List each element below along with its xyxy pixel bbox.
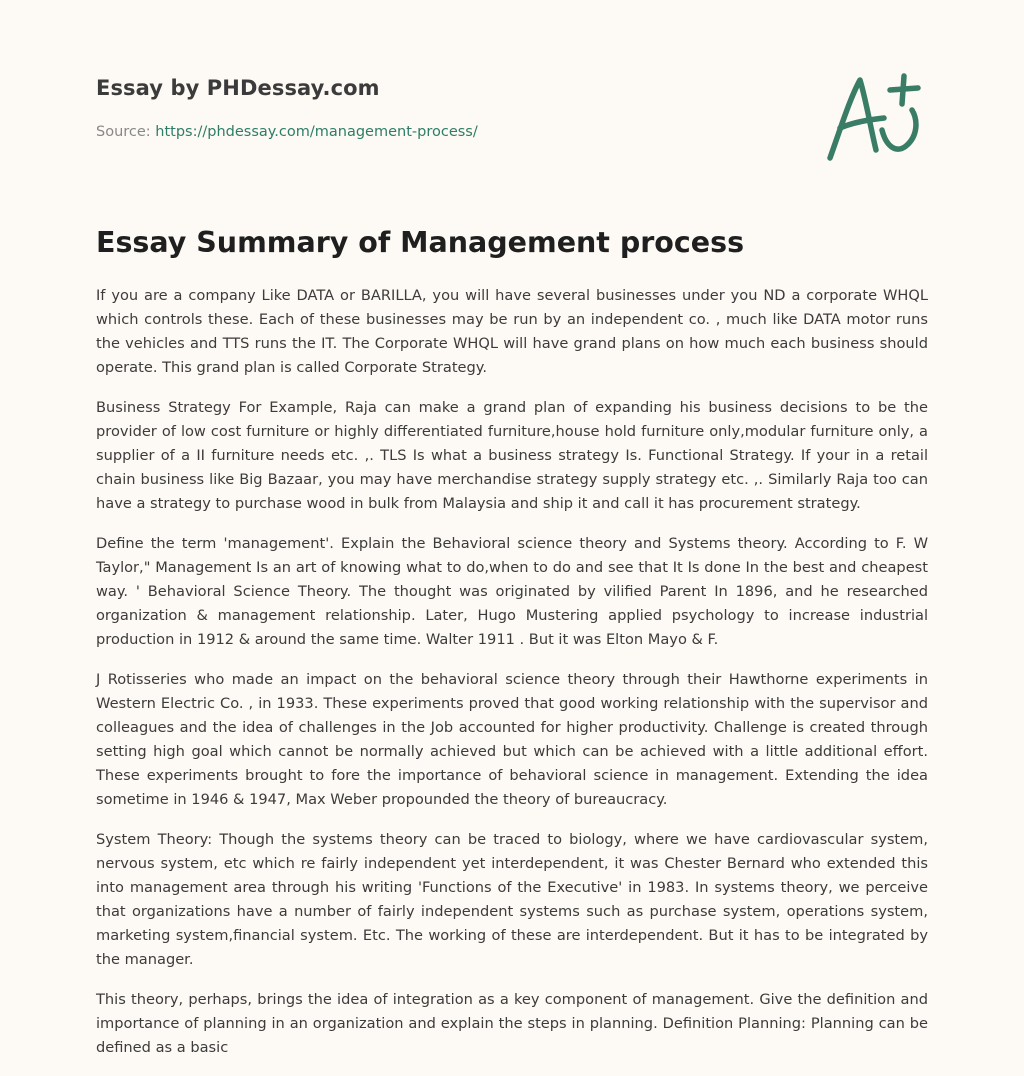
essay-paragraph: Business Strategy For Example, Raja can make a grand plan of expanding his business decisions to be the provider of low cost furniture or highly differentiated furniture,house hold furniture only,modular furniture only, a supplier of a II furniture needs etc. ,. TLS Is what a business strategy Is. Functional Strategy. If your in a retail chain business like Big Bazaar, you may have merchandise strategy supply strategy etc. ,. Similarly Raja too can have a strategy to purchase wood in bulk from Malaysia and ship it and call it has procurement strategy. [96,399,928,512]
essay-paragraph: J Rotisseries who made an impact on the behavioral science theory through their Hawthorne experiments in Western Electric Co. , in 1933. These experiments proved that good working relationship with the supervisor and colleagues and the idea of challenges in the Job accounted for higher productivity. Challenge is created through setting high goal which cannot be normally achieved but which can be achieved with a little additional effort. These experiments brought to fore the importance of behavioral science in management. Extending the idea sometime in 1946 & 1947, Max Weber propounded the theory of bureaucracy. [96,671,928,808]
source-line [96,124,478,140]
essay-paragraph: This theory, perhaps, brings the idea of integration as a key component of management. Give the definition and importance of planning in an organization and explain the steps in planning. Definition Planning: Planning can be defined as a basic [96,991,928,1056]
site-brand: Essay by PHDessay.com [96,76,380,100]
essay-paragraph: Define the term 'management'. Explain the Behavioral science theory and Systems theory. According to F. W Taylor," Management Is an art of knowing what to do,when to do and see that It Is done In the best and cheapest way. ' Behavioral Science Theory. The thought was originated by vilified Parent In 1896, and he researched organization & management relationship. Later, Hugo Mustering applied psychology to increase industrial production in 1912 & around the same time. Walter 1911 . But it was Elton Mayo & F. [96,535,928,648]
source-label: Source: [96,124,156,140]
a-plus-logo-icon [820,70,930,165]
essay-title: Essay Summary of Management process [96,226,745,259]
essay-paragraph: System Theory: Though the systems theory can be traced to biology, where we have cardiovascular system, nervous system, etc which re fairly independent yet interdependent, it was Chester Bernard who extended this into management area through his writing 'Functions of the Executive' in 1983. In systems theory, we perceive that organizations have a number of fairly independent systems such as purchase system, operations system, marketing system,financial system. Etc. The working of these are interdependent. But it has to be integrated by the manager. [96,831,928,968]
essay-body [96,284,928,1076]
essay-paragraph: If you are a company Like DATA or BARILLA, you will have several businesses under you ND a corporate WHQL which controls these. Each of these businesses may be run by an independent co. , much like DATA motor runs the vehicles and TTS runs the IT. The Corporate WHQL will have grand plans on how much each business should operate. This grand plan is called Corporate Strategy. [96,287,928,376]
source-link[interactable]: https://phdessay.com/management-process/ [155,124,478,140]
